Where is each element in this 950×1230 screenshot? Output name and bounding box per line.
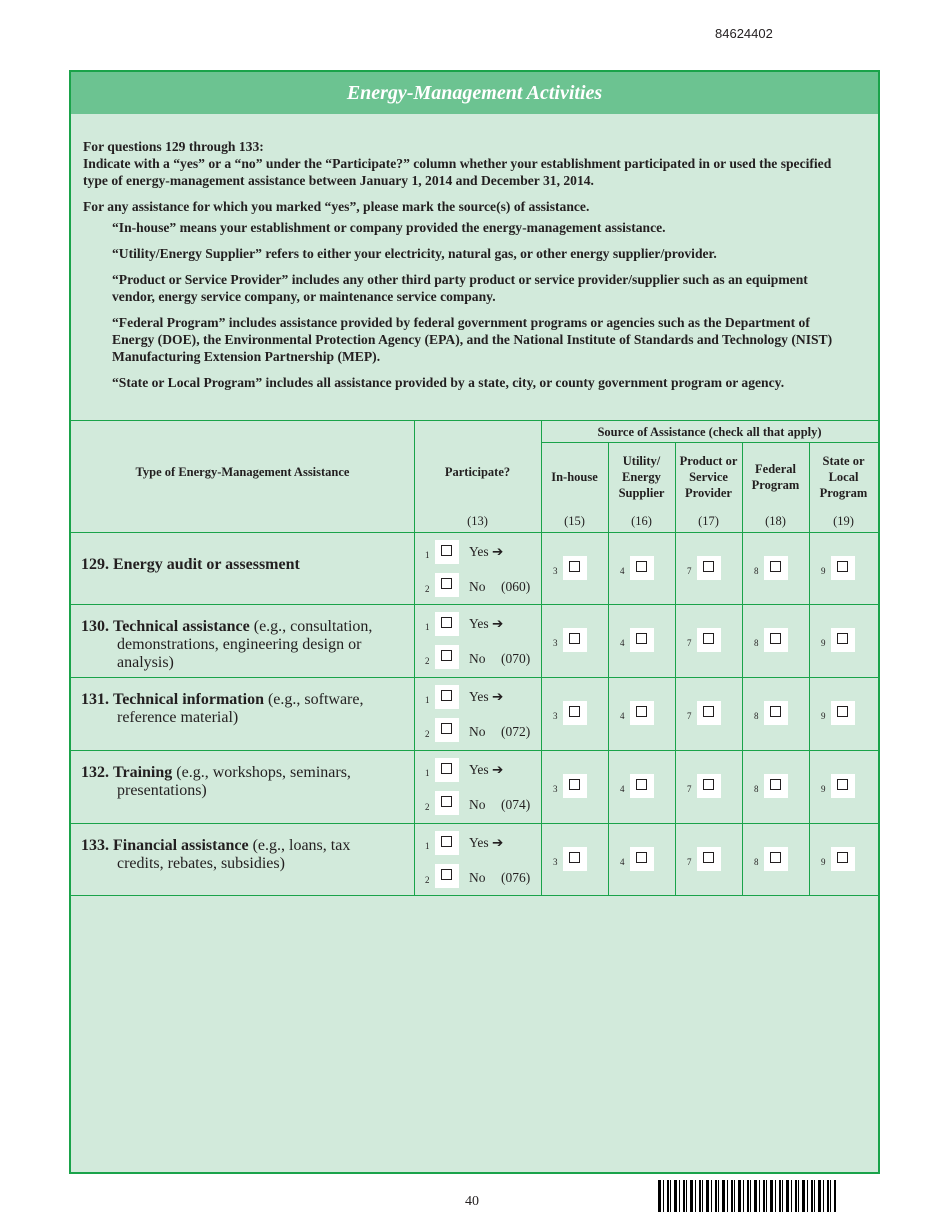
question-number: 133. bbox=[81, 837, 109, 854]
source-federal-checkbox[interactable] bbox=[764, 847, 788, 871]
source-state-local-checkbox[interactable] bbox=[831, 701, 855, 725]
source-code: 4 bbox=[620, 784, 625, 794]
source-utility-checkbox[interactable] bbox=[630, 701, 654, 725]
no-field-code: (074) bbox=[501, 797, 531, 812]
source-utility-checkbox[interactable] bbox=[630, 774, 654, 798]
section-title: Energy-Management Activities bbox=[71, 72, 878, 114]
participate-column-header: Participate? bbox=[444, 465, 511, 479]
question-number: 130. bbox=[81, 618, 109, 635]
yes-label: Yes ➔ bbox=[469, 616, 504, 631]
participate-no-checkbox[interactable] bbox=[435, 864, 459, 888]
source-in-house-checkbox[interactable] bbox=[563, 628, 587, 652]
source-federal-checkbox[interactable] bbox=[764, 628, 788, 652]
participate-no-checkbox[interactable] bbox=[435, 718, 459, 742]
source-in-house-checkbox[interactable] bbox=[563, 701, 587, 725]
source-product-provider-checkbox[interactable] bbox=[697, 701, 721, 725]
source-code: 8 bbox=[754, 638, 759, 648]
question-example-cont: credits, rebates, subsidies) bbox=[117, 855, 285, 872]
no-code: 2 bbox=[425, 875, 430, 885]
source-in-house-checkbox[interactable] bbox=[563, 774, 587, 798]
yes-code: 1 bbox=[425, 768, 430, 778]
yes-label: Yes ➔ bbox=[469, 762, 504, 777]
no-label: No bbox=[469, 797, 486, 812]
definition-product-provider: “Product or Service Provider” includes any other third party product or service provider/supplier such as an equipment vendor, energy service company, or maintenance service company. bbox=[112, 272, 808, 304]
instruction-intro: For questions 129 through 133: bbox=[83, 139, 264, 154]
question-example-cont: reference material) bbox=[117, 709, 239, 726]
source-code: 3 bbox=[553, 638, 558, 648]
participate-no-checkbox[interactable] bbox=[435, 791, 459, 815]
no-label: No bbox=[469, 579, 486, 594]
question-text bbox=[81, 556, 411, 574]
yes-label: Yes ➔ bbox=[469, 544, 504, 559]
no-field-code: (076) bbox=[501, 870, 531, 885]
question-example-cont: demonstrations, engineering design or analysis) bbox=[117, 636, 362, 671]
question-row bbox=[71, 823, 878, 895]
source-product-provider-checkbox[interactable] bbox=[697, 774, 721, 798]
no-code: 2 bbox=[425, 729, 430, 739]
yes-code: 1 bbox=[425, 550, 430, 560]
source-code-in-house: (15) bbox=[564, 514, 585, 528]
page-number: 40 bbox=[465, 1194, 479, 1209]
source-code-utility: (16) bbox=[631, 514, 652, 528]
source-code: 7 bbox=[687, 711, 692, 721]
source-state-local-checkbox[interactable] bbox=[831, 556, 855, 580]
instruction-source: For any assistance for which you marked “yes”, please mark the source(s) of assistance. bbox=[83, 199, 590, 214]
question-example: (e.g., workshops, seminars, bbox=[172, 764, 351, 781]
no-label: No bbox=[469, 724, 486, 739]
source-code: 9 bbox=[821, 857, 826, 867]
type-column-header: Type of Energy-Management Assistance bbox=[135, 465, 350, 479]
question-row bbox=[71, 750, 878, 822]
source-code: 4 bbox=[620, 638, 625, 648]
participate-yes-checkbox[interactable] bbox=[435, 685, 459, 709]
no-label: No bbox=[469, 870, 486, 885]
source-utility-checkbox[interactable] bbox=[630, 628, 654, 652]
question-title: Financial assistance bbox=[113, 837, 249, 854]
question-title: Technical information bbox=[113, 691, 264, 708]
no-field-code: (060) bbox=[501, 579, 531, 594]
source-code: 3 bbox=[553, 711, 558, 721]
source-code: 4 bbox=[620, 566, 625, 576]
question-title: Energy audit or assessment bbox=[113, 556, 300, 573]
source-code: 7 bbox=[687, 784, 692, 794]
participate-code: (13) bbox=[467, 514, 488, 528]
definition-utility: “Utility/Energy Supplier” refers to either your electricity, natural gas, or other energy supplier/provider. bbox=[112, 246, 717, 261]
instructions bbox=[83, 138, 843, 391]
source-code: 7 bbox=[687, 857, 692, 867]
source-product-provider-checkbox[interactable] bbox=[697, 556, 721, 580]
question-number: 131. bbox=[81, 691, 109, 708]
source-state-local-checkbox[interactable] bbox=[831, 774, 855, 798]
source-utility-checkbox[interactable] bbox=[630, 556, 654, 580]
source-code: 3 bbox=[553, 857, 558, 867]
source-code: 9 bbox=[821, 566, 826, 576]
source-code: 8 bbox=[754, 566, 759, 576]
source-product-provider-checkbox[interactable] bbox=[697, 628, 721, 652]
energy-management-section bbox=[69, 70, 880, 1174]
question-row bbox=[71, 604, 878, 676]
source-federal-checkbox[interactable] bbox=[764, 701, 788, 725]
no-code: 2 bbox=[425, 584, 430, 594]
yes-code: 1 bbox=[425, 695, 430, 705]
question-text bbox=[81, 691, 411, 727]
source-code-federal: (18) bbox=[765, 514, 786, 528]
question-example: (e.g., software, bbox=[263, 691, 364, 708]
source-code: 9 bbox=[821, 711, 826, 721]
instruction-participate: Indicate with a “yes” or a “no” under the “Participate?” column whether your establishment participated in or used the specified type of energy-management assistance between January 1, 2014 and December 31, 2014. bbox=[83, 156, 832, 188]
source-federal-checkbox[interactable] bbox=[764, 556, 788, 580]
participate-no-checkbox[interactable] bbox=[435, 573, 459, 597]
source-code: 7 bbox=[687, 638, 692, 648]
source-federal-checkbox[interactable] bbox=[764, 774, 788, 798]
question-example: (e.g., loans, tax bbox=[248, 837, 351, 854]
definition-in-house: “In-house” means your establishment or company provided the energy-management assistance. bbox=[112, 220, 666, 235]
source-in-house-checkbox[interactable] bbox=[563, 847, 587, 871]
participate-yes-checkbox[interactable] bbox=[435, 540, 459, 564]
source-code-product-provider: (17) bbox=[698, 514, 719, 528]
source-code: 8 bbox=[754, 857, 759, 867]
question-text bbox=[81, 618, 411, 672]
yes-code: 1 bbox=[425, 622, 430, 632]
yes-label: Yes ➔ bbox=[469, 689, 504, 704]
source-code: 8 bbox=[754, 784, 759, 794]
no-field-code: (070) bbox=[501, 651, 531, 666]
source-state-local-checkbox[interactable] bbox=[831, 628, 855, 652]
barcode bbox=[658, 1180, 836, 1212]
source-in-house-checkbox[interactable] bbox=[563, 556, 587, 580]
source-header-product-provider: Product or Service Provider bbox=[679, 454, 738, 500]
source-code-state-local: (19) bbox=[833, 514, 854, 528]
source-header-federal: Federal Program bbox=[751, 462, 800, 492]
source-code: 9 bbox=[821, 638, 826, 648]
source-code: 3 bbox=[553, 566, 558, 576]
source-header: Source of Assistance (check all that apply) bbox=[597, 425, 822, 439]
no-code: 2 bbox=[425, 656, 430, 666]
question-example-cont: presentations) bbox=[117, 782, 207, 799]
source-utility-checkbox[interactable] bbox=[630, 847, 654, 871]
source-code: 7 bbox=[687, 566, 692, 576]
participate-yes-checkbox[interactable] bbox=[435, 612, 459, 636]
question-number: 129. bbox=[81, 556, 109, 573]
source-code: 8 bbox=[754, 711, 759, 721]
source-code: 9 bbox=[821, 784, 826, 794]
definition-state-local: “State or Local Program” includes all assistance provided by a state, city, or county government program or agency. bbox=[112, 375, 785, 390]
source-header-in-house: In-house bbox=[551, 470, 598, 484]
participate-yes-checkbox[interactable] bbox=[435, 831, 459, 855]
yes-label: Yes ➔ bbox=[469, 835, 504, 850]
no-field-code: (072) bbox=[501, 724, 531, 739]
participate-yes-checkbox[interactable] bbox=[435, 758, 459, 782]
no-code: 2 bbox=[425, 802, 430, 812]
source-code: 4 bbox=[620, 857, 625, 867]
participate-no-checkbox[interactable] bbox=[435, 645, 459, 669]
definition-federal-program: “Federal Program” includes assistance provided by federal government programs or agencies such as the Department of Energy (DOE), the Environmental Protection Agency (EPA), and the National Institute of Standards and Technology (NIST) Manufacturing Extension Partnership (MEP). bbox=[112, 315, 833, 364]
source-code: 3 bbox=[553, 784, 558, 794]
question-example: (e.g., consultation, bbox=[249, 618, 373, 635]
source-header-state-local: State or Local Program bbox=[819, 454, 868, 500]
no-label: No bbox=[469, 651, 486, 666]
question-number: 132. bbox=[81, 764, 109, 781]
question-text bbox=[81, 764, 411, 800]
yes-code: 1 bbox=[425, 841, 430, 851]
question-text bbox=[81, 837, 411, 873]
source-code: 4 bbox=[620, 711, 625, 721]
source-state-local-checkbox[interactable] bbox=[831, 847, 855, 871]
question-row bbox=[71, 532, 878, 604]
question-title: Technical assistance bbox=[113, 618, 250, 635]
question-row bbox=[71, 677, 878, 749]
question-title: Training bbox=[113, 764, 173, 781]
form-id: 84624402 bbox=[715, 26, 773, 41]
source-product-provider-checkbox[interactable] bbox=[697, 847, 721, 871]
source-header-utility: Utility/ Energy Supplier bbox=[618, 454, 665, 500]
